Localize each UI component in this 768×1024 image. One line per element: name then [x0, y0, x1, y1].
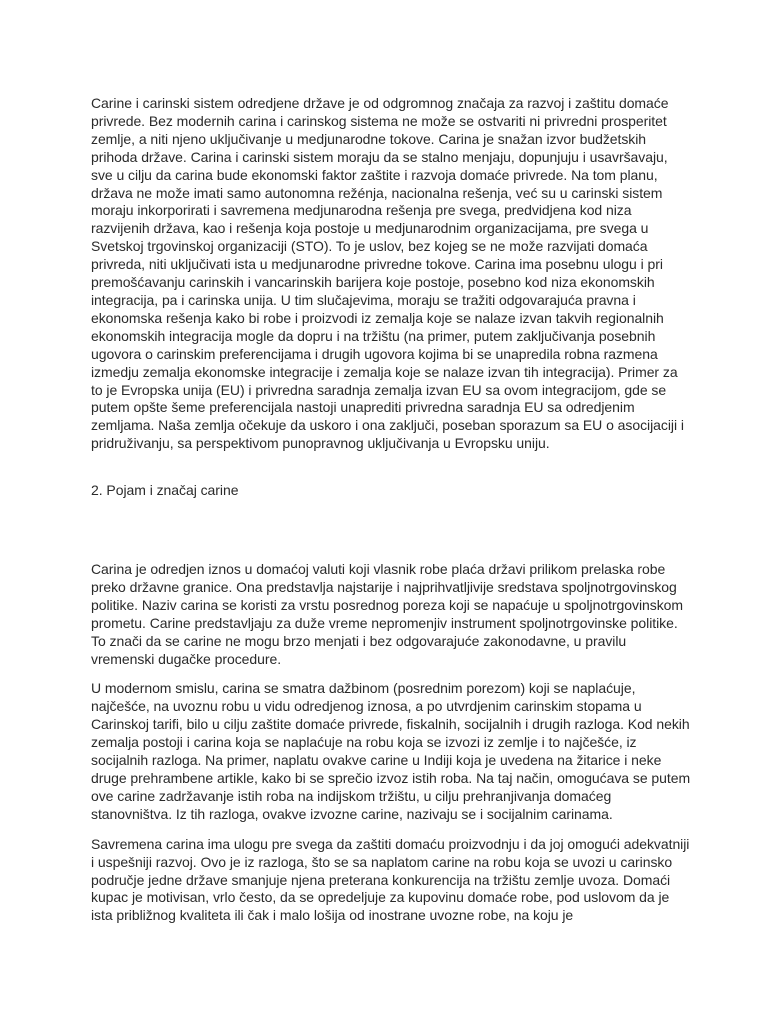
section-body	[91, 561, 691, 925]
paragraph-definition: Carina je odredjen iznos u domaćoj valuti koji vlasnik robe plaća državi prilikom prelaska robe preko državne granice. Ona predstavlja najstarije i najprihvatljivije sredstava spoljnotrgovinskog politike. Naziv carina se koristi za vrstu posrednog poreza koji se napaćuje u spoljnotrgovinskom prometu. Carine predstavljaju za duže vreme nepromenjiv instrument spoljnotrgovinske politike. To znači da se carine ne mogu brzo menjati i bez odgovarajuće zakonodavne, u pravilu vremenski dugačke procedure.	[91, 561, 684, 667]
section-heading: 2. Pojam i značaj carine	[91, 482, 239, 498]
paragraph-modern-sense: U modernom smislu, carina se smatra dažbinom (posrednim porezom) koji se naplaćuje, najčešće, na uvoznu robu u vidu odredjenog iznosa, a po utvrdjenim carinskim stopama u Carinskoj tarifi, bilo u cilju zaštite domaće privrede, fiskalnih, socijalnih i drugih razloga. Kod nekih zemalja postoji i carina koja se naplaćuje na robu koja se izvozi iz zemlje i to najčešće, iz socijalnih razloga. Na primer, naplatu ovakve carine u Indiji koja je uvedena na žitarice i neke druge prehrambene artikle, kako bi se sprečio izvoz istih roba. Na taj način, omogućava se putem ove carine zadržavanje istih roba na indijskom tržištu, u cilju prehranjivanja domaćeg stanovništva. Iz tih razloga, ovakve izvozne carine, nazivaju se i socijalnim carinama.	[91, 680, 691, 822]
paragraph-modern-role: Savremena carina ima ulogu pre svega da zaštiti domaću proizvodnju i da joj omogući adekvatniji i uspešniji razvoj. Ovo je iz razloga, što se sa naplatom carine na robu koja se uvozi u carinsko područje jedne države smanjuje njena preterana konkurencija na tržištu zemlje uvoza. Domaći kupac je motivisan, vrlo često, da se opredeljuje za kupovinu domaće robe, pod uslovom da je ista približnog kvaliteta ili čak i malo lošija od inostrane uvozne robe, na koju je	[91, 835, 690, 924]
intro-paragraph: Carine i carinski sistem odredjene države je od odgromnog značaja za razvoj i zaštitu domaće privrede. Bez modernih carina i carinskog sistema ne može se ostvariti ni privredni prosperitet zemlje, a niti njeno uključivanje u medjunarodne tokove. Carina je snažan izvor budžetskih prihoda države. Carina i carinski sistem moraju da se stalno menjaju, dopunjuju i usavršavaju, sve u cilju da carina bude ekonomski faktor zaštite i razvoja domaće privrede. Na tom planu, država ne može imati samo autonomna režénja, nacionalna rešenja, već su u carinski sistem moraju inkorporirati i savremena medjunarodna rešenja pre svega, predvidjena kod niza razvijenih država, kao i rešenja koja postoje u medjunarodnim organizacijama, pre svega u Svetskoj trgovinskoj organizaciji (STO). To je uslov, bez kojeg se ne može razvijati domaća privreda, niti uključivati ista u medjunarodne privredne tokove. Carina ima posebnu ulogu i pri premošćavanju carinskih i vancarinskih barijera koje postoje, posebno kod niza ekonomskih integracija, pa i carinska unija. U tim slučajevima, moraju se tražiti odgovarajuća pravna i ekonomska rešenja kako bi robe i proizvodi iz zemalja koje se nalaze izvan takvih regionalnih ekonomskih integracija mogle da dopru i na tržištu (na primer, putem zaključivanja posebnih ugovora o carinskim preferencijama i drugih ugovora kojima bi se unapredila robna razmena izmedju zemalja ekonomske integracije i zemalja koje se nalaze izvan tih integracija). Primer za to je Evropska unija (EU) i privredna saradnja zemalja izvan EU sa ovom integracijom, gde se putem opšte šeme preferencijala nastoji unaprediti privredna saradnja EU sa odredjenim zemljama. Naša zemlja očekuje da uskoro i ona zaključi, poseban sporazum sa EU o asocijaciji i pridruživanju, sa perspektivom punopravnog uključivanja u Evropsku uniju.	[91, 95, 684, 452]
document-page	[91, 95, 691, 924]
